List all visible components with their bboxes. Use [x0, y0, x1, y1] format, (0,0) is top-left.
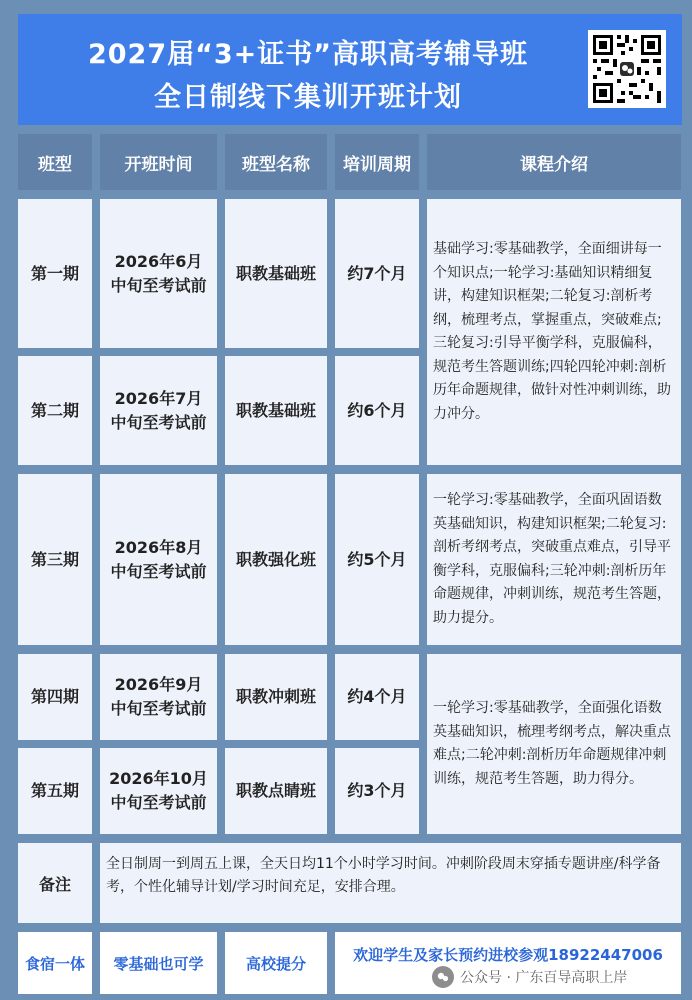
row1-name: 职教基础班: [225, 199, 327, 348]
row2-time: 2026年7月中旬至考试前: [100, 356, 217, 465]
column-header-name: 班型名称: [225, 134, 327, 190]
footer-item-score: 高校提分: [225, 932, 327, 994]
column-header-time: 开班时间: [100, 134, 217, 190]
footer-item-lodging: 食宿一体: [18, 932, 92, 994]
row3-time: 2026年8月中旬至考试前: [100, 474, 217, 645]
footer-item-zero-base: 零基础也可学: [100, 932, 217, 994]
row5-type: 第五期: [18, 748, 92, 834]
qr-code-icon[interactable]: [588, 30, 666, 108]
wechat-official-icon: [432, 966, 454, 988]
title-line2: 全日制线下集训开班计划: [154, 82, 462, 113]
footer-contact[interactable]: 欢迎学生及家长预约进校参观18922447006: [335, 932, 681, 994]
row5-time: 2026年10月中旬至考试前: [100, 748, 217, 834]
watermark: [432, 962, 627, 992]
intro-text-2: 一轮学习:零基础教学，全面巩固语数英基础知识，构建知识框架;二轮复习:剖析考纲考点，突破重点难点，引导平衡学科，克服偏科;三轮冲刺:剖析历年命题规律，冲刺训练，规范考生答题，助力提分。: [433, 492, 671, 626]
row4-period: 约4个月: [335, 654, 419, 740]
row4-type: 第四期: [18, 654, 92, 740]
note-text: 全日制周一到周五上课，全天日均11个小时学习时间。冲刺阶段周末穿插专题讲座/科学备考，个性化辅导计划/学习时间充足，安排合理。: [100, 843, 681, 923]
row1-type: 第一期: [18, 199, 92, 348]
row4-time: 2026年9月中旬至考试前: [100, 654, 217, 740]
note-label: 备注: [18, 843, 92, 923]
row1-period: 约7个月: [335, 199, 419, 348]
intro-block-1: [427, 199, 681, 465]
column-header-period: 培训周期: [335, 134, 419, 190]
header-banner: [18, 14, 682, 125]
intro-text-1: 基础学习:零基础教学，全面细讲每一个知识点;一轮学习:基础知识精细复讲，构建知识框架;二轮复习:剖析考纲，梳理考点，掌握重点，突破难点;三轮复习:引导平衡学科，克服偏科，规范考生答题训练;四轮四轮冲刺:剖析历年命题规律，做针对性冲刺训练，助力冲分。: [433, 241, 671, 422]
row5-name: 职教点睛班: [225, 748, 327, 834]
row2-name: 职教基础班: [225, 356, 327, 465]
row2-period: 约6个月: [335, 356, 419, 465]
intro-text-3: 一轮学习:零基础教学，全面强化语数英基础知识，梳理考纲考点，解决重点难点;二轮冲刺:剖析历年命题规律冲刺训练，规范考生答题，助力得分。: [433, 700, 671, 787]
intro-block-3: [427, 654, 681, 834]
row5-period: 约3个月: [335, 748, 419, 834]
watermark-text: 公众号 · 广东百导高职上岸: [460, 970, 628, 986]
row3-period: 约5个月: [335, 474, 419, 645]
row1-time: 2026年6月中旬至考试前: [100, 199, 217, 348]
column-header-intro: 课程介绍: [427, 134, 681, 190]
row3-name: 职教强化班: [225, 474, 327, 645]
column-header-type: 班型: [18, 134, 92, 190]
row2-type: 第二期: [18, 356, 92, 465]
row4-name: 职教冲刺班: [225, 654, 327, 740]
intro-block-2: [427, 474, 681, 645]
title-line1: 2027届“3+证书”高职高考辅导班: [87, 39, 529, 70]
row3-type: 第三期: [18, 474, 92, 645]
